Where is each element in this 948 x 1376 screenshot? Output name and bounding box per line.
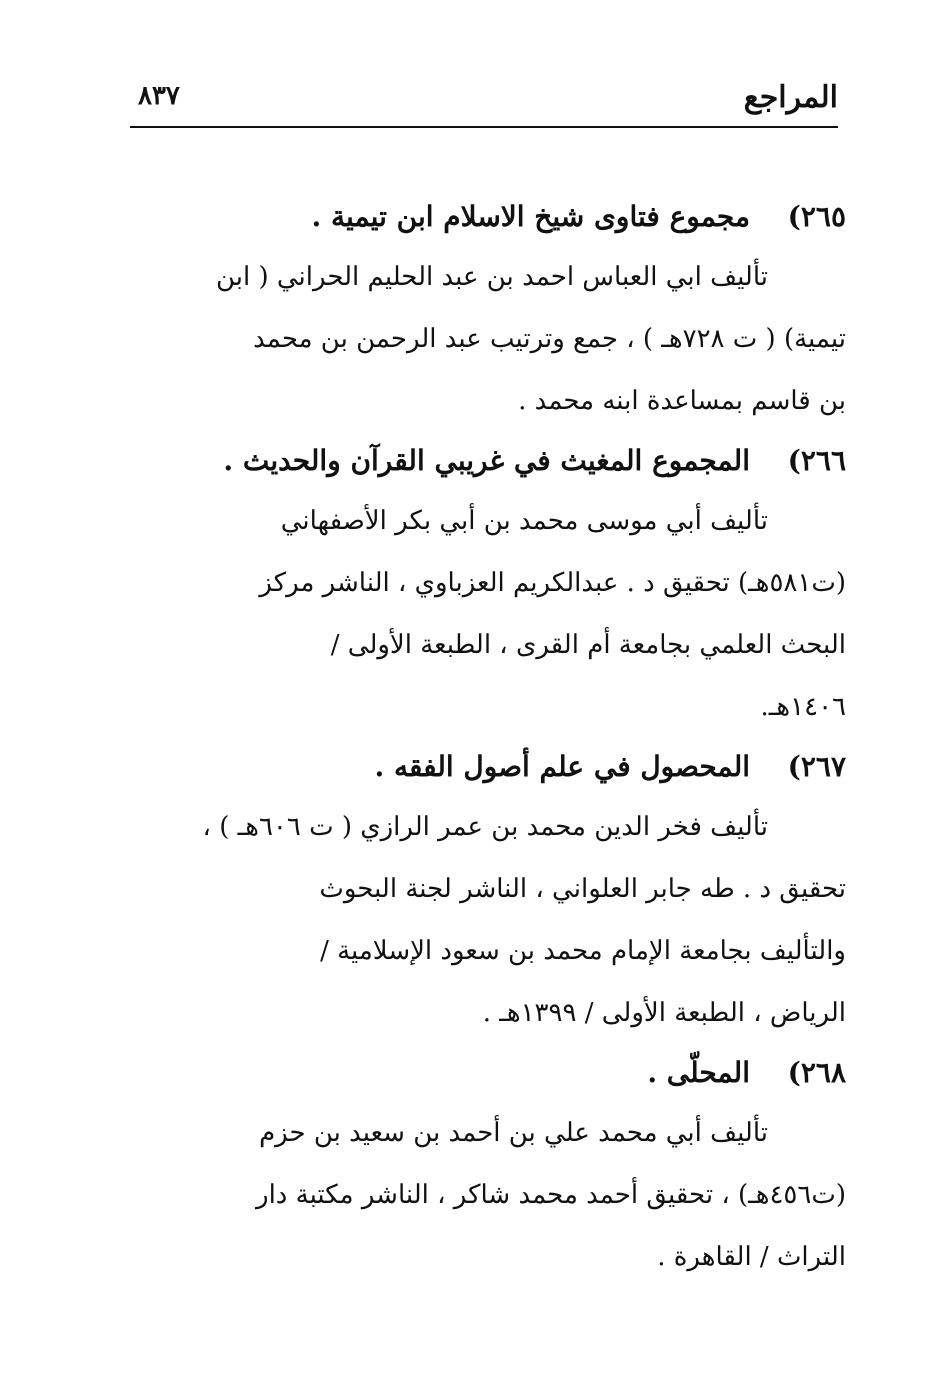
reference-line: تأليف ابي العباس احمد بن عبد الحليم الحراني ( ابن [215,262,768,292]
reference-details [134,1102,846,1288]
reference-title: المحصول في علم أصول الفقه . [374,750,750,783]
reference-title: مجموع فتاوى شيخ الاسلام ابن تيمية . [311,200,750,233]
reference-heading [134,432,846,490]
reference-line: تأليف فخر الدين محمد بن عمر الرازي ( ت ٦٠٦هـ ) ، [202,812,768,842]
reference-title: المجموع المغيث في غريبي القرآن والحديث . [223,444,750,477]
reference-line: البحث العلمي بجامعة أم القرى ، الطبعة الأولى / [330,630,846,660]
reference-line: تحقيق د . طه جابر العلواني ، الناشر لجنة البحوث [319,874,846,904]
reference-number: ٢٦٧) [787,750,846,783]
reference-line: تأليف أبي موسى محمد بن أبي بكر الأصفهاني [280,506,768,536]
reference-line: والتأليف بجامعة الإمام محمد بن سعود الإسلامية / [320,936,846,966]
reference-heading [134,1044,846,1102]
reference-line: (ت٤٥٦هـ) ، تحقيق أحمد محمد شاكر ، الناشر مكتبة دار [256,1180,846,1210]
reference-entry [134,1044,846,1288]
reference-number: ٢٦٨) [787,1056,846,1089]
reference-details [134,796,846,1044]
reference-entry [134,432,846,738]
reference-line: (ت٥٨١هـ) تحقيق د . عبدالكريم العزباوي ، الناشر مركز [259,568,846,598]
reference-details [134,246,846,432]
page-header [130,72,838,128]
reference-line: الرياض ، الطبعة الأولى / ١٣٩٩هـ . [482,998,846,1028]
header-divider [130,126,838,128]
reference-heading [134,738,846,796]
reference-line: التراث / القاهرة . [657,1242,846,1272]
reference-heading [134,188,846,246]
reference-line: تيمية) ( ت ٧٢٨هـ ) ، جمع وترتيب عبد الرحمن بن محمد [253,324,846,354]
reference-entry [134,738,846,1044]
reference-entry [134,188,846,432]
reference-line: ١٤٠٦هـ. [760,692,846,722]
reference-number: ٢٦٥) [787,200,846,233]
reference-title: المحلّى . [647,1056,750,1089]
reference-line: بن قاسم بمساعدة ابنه محمد . [518,386,846,416]
reference-line: تأليف أبي محمد علي بن أحمد بن سعيد بن حزم [259,1118,768,1148]
references-list [134,188,846,1288]
section-title: المراجع [743,80,838,115]
page-number: ٨٣٧ [138,81,180,111]
reference-details [134,490,846,738]
reference-number: ٢٦٦) [787,444,846,477]
